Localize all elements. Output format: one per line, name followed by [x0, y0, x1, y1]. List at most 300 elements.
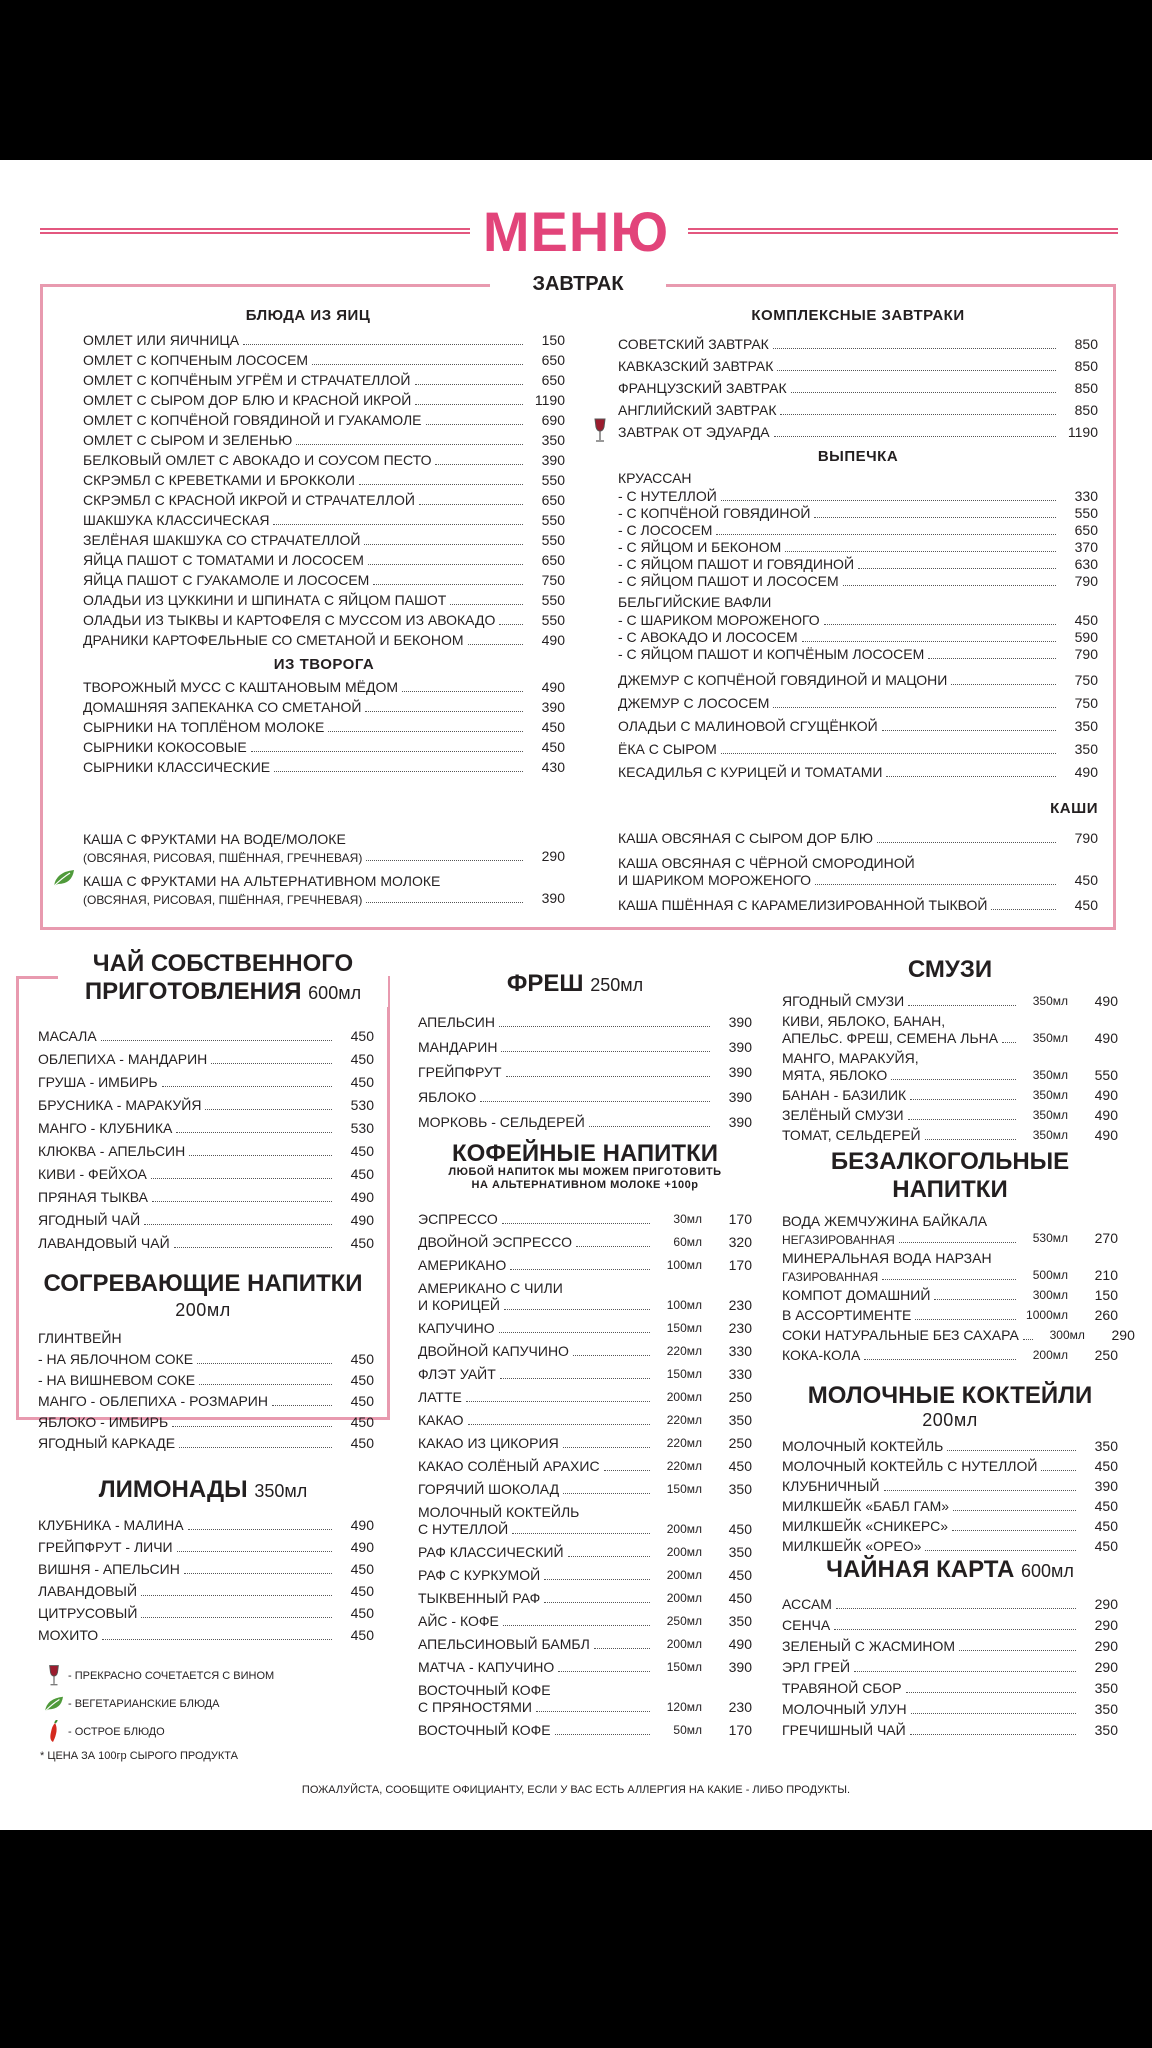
dot-leader	[877, 842, 1056, 843]
item-price: 490	[541, 632, 565, 648]
dot-leader	[174, 1247, 332, 1248]
item-name: МОЛОЧНЫЙ КОКТЕЙЛЬ	[782, 1438, 944, 1454]
dot-leader	[499, 1332, 650, 1333]
menu-item	[782, 1107, 1118, 1124]
item-price: 1190	[1067, 424, 1098, 440]
item-price: 170	[728, 1211, 752, 1227]
item-name: СКРЭМБЛ С КРАСНОЙ ИКРОЙ И СТРАЧАТЕЛЛОЙ	[83, 492, 415, 508]
croissant-label: КРУАССАН	[618, 470, 692, 486]
menu-item	[38, 1097, 374, 1114]
menu-item	[83, 412, 565, 429]
menu-item	[618, 522, 1098, 539]
item-price: 350	[1074, 741, 1098, 757]
coffee-list	[418, 1205, 752, 1739]
item-price: 290	[1094, 1617, 1118, 1633]
menu-item	[38, 1393, 374, 1410]
menu-item	[83, 452, 565, 469]
item-price: 390	[728, 1114, 752, 1130]
item-price: 150	[1094, 1287, 1118, 1303]
dot-leader	[925, 1139, 1016, 1140]
menu-item	[83, 472, 565, 489]
menu-item	[782, 1347, 1118, 1364]
item-name: ЯГОДНЫЙ КАРКАДЕ	[38, 1435, 176, 1451]
waffle-list	[618, 612, 1098, 663]
dot-leader	[882, 1279, 1016, 1280]
menu-item	[38, 1372, 374, 1389]
item-name: ВОДА ЖЕМЧУЖИНА БАЙКАЛА	[782, 1213, 988, 1229]
item-price: 550	[541, 612, 565, 628]
milkshakes-volume: 200мл	[922, 1410, 978, 1430]
item-volume: 220мл	[666, 1436, 702, 1450]
item-name: ВИШНЯ - АПЕЛЬСИН	[38, 1561, 180, 1577]
dot-leader	[834, 1629, 1076, 1630]
item-volume: 60мл	[673, 1235, 702, 1249]
item-volume: 220мл	[666, 1413, 702, 1427]
dot-leader	[251, 751, 523, 752]
item-name: РАФ С КУРКУМОЙ	[418, 1567, 541, 1583]
item-name: СЕНЧА	[782, 1617, 831, 1633]
item-price: 350	[728, 1544, 752, 1560]
item-name: ФРАНЦУЗСКИЙ ЗАВТРАК	[618, 380, 787, 396]
item-price: 850	[1074, 402, 1098, 418]
item-volume: 150мл	[666, 1660, 702, 1674]
menu-item	[418, 1636, 752, 1653]
item-name: ЛАТТЕ	[418, 1389, 462, 1405]
item-price: 290	[1094, 1638, 1118, 1654]
warming-heading: СОГРЕВАЮЩИЕ НАПИТКИ	[43, 1270, 363, 1297]
menu-item	[782, 1680, 1118, 1697]
item-price: 750	[541, 572, 565, 588]
item-name: КИВИ - ФЕЙХОА	[38, 1166, 147, 1182]
dot-leader	[466, 1401, 650, 1402]
menu-item	[782, 1127, 1118, 1144]
croissant-list	[618, 488, 1098, 590]
item-volume: 250мл	[666, 1614, 702, 1628]
dot-leader	[568, 1556, 650, 1557]
dot-leader	[199, 1384, 332, 1385]
dot-leader	[951, 684, 1056, 685]
menu-item	[418, 1089, 752, 1106]
item-price: 450	[350, 1435, 374, 1451]
menu-item	[618, 380, 1098, 397]
dot-leader	[510, 1269, 650, 1270]
menu-item	[418, 1064, 752, 1081]
menu-item	[618, 855, 1098, 889]
menu-item	[38, 1028, 374, 1045]
tea-card-heading: ЧАЙНАЯ КАРТА 600мл	[826, 1556, 1074, 1583]
eggs-list	[83, 329, 565, 649]
dot-leader	[785, 551, 1056, 552]
dot-leader	[366, 860, 523, 861]
dot-leader	[774, 436, 1056, 437]
menu-item	[782, 1307, 1118, 1324]
item-name: ЭСПРЕССО	[418, 1211, 498, 1227]
item-name: КАВКАЗСКИЙ ЗАВТРАК	[618, 358, 774, 374]
item-name: МИЛКШЕЙК «БАБЛ ГАМ»	[782, 1498, 950, 1514]
dot-leader	[952, 1530, 1076, 1531]
legend-veg: - ВЕГЕТАРИАНСКИЕ БЛЮДА	[40, 1690, 370, 1718]
item-volume: 350мл	[1032, 1088, 1068, 1102]
dot-leader	[162, 1086, 332, 1087]
menu-item	[83, 831, 565, 865]
menu-item	[83, 759, 565, 776]
item-name: МАНГО - ОБЛЕПИХА - РОЗМАРИН	[38, 1393, 268, 1409]
menu-item	[418, 1412, 752, 1429]
dot-leader	[312, 364, 523, 365]
wine-glass-icon	[592, 418, 608, 444]
item-name: - С ШАРИКОМ МОРОЖЕНОГО	[618, 612, 820, 628]
menu-item	[38, 1189, 374, 1206]
item-volume: 200мл	[666, 1390, 702, 1404]
item-name: МИЛКШЕЙК «СНИКЕРС»	[782, 1518, 948, 1534]
menu-item	[418, 1280, 752, 1314]
item-name: ВОСТОЧНЫЙ КОФЕ	[418, 1682, 551, 1698]
menu-item	[782, 1013, 1118, 1047]
item-name: СЫРНИКИ КОКОСОВЫЕ	[83, 739, 247, 755]
dot-leader	[908, 1119, 1016, 1120]
dot-leader	[184, 1573, 332, 1574]
item-name-line-2: АПЕЛЬС. ФРЕШ, СЕМЕНА ЛЬНА	[782, 1030, 999, 1046]
soft-drinks-heading: БЕЗАЛКОГОЛЬНЫЕ НАПИТКИ	[830, 1148, 1070, 1203]
dot-leader	[504, 1309, 650, 1310]
menu-item	[618, 336, 1098, 353]
item-name: КОКА-КОЛА	[782, 1347, 861, 1363]
dot-leader	[480, 1101, 710, 1102]
item-row	[782, 1030, 1118, 1047]
menu-item	[83, 352, 565, 369]
item-subtitle: (ОВСЯНАЯ, РИСОВАЯ, ПШЁННАЯ, ГРЕЧНЕВАЯ)	[83, 851, 363, 865]
item-name: ТРАВЯНОЙ СБОР	[782, 1680, 902, 1696]
item-name: ЗЕЛЁНАЯ ШАКШУКА СО СТРАЧАТЕЛЛОЙ	[83, 532, 361, 548]
item-price: 450	[350, 1074, 374, 1090]
item-name: ОБЛЕПИХА - МАНДАРИН	[38, 1051, 208, 1067]
dot-leader	[1023, 1339, 1033, 1340]
item-name: ЗЕЛЁНЫЙ СМУЗИ	[782, 1107, 904, 1123]
item-name: ГРУША - ИМБИРЬ	[38, 1074, 158, 1090]
leaf-icon	[40, 1695, 68, 1713]
menu-item	[782, 1659, 1118, 1676]
item-price: 550	[541, 532, 565, 548]
item-price: 850	[1074, 380, 1098, 396]
dot-leader	[402, 691, 523, 692]
item-price: 630	[1074, 556, 1098, 572]
dot-leader	[910, 1099, 1016, 1100]
dot-leader	[1002, 1042, 1016, 1043]
menu-item	[418, 1458, 752, 1475]
item-price: 590	[1074, 629, 1098, 645]
item-price: 170	[728, 1722, 752, 1738]
item-price: 490	[1094, 1107, 1118, 1123]
dot-leader	[426, 424, 523, 425]
lemonades-heading: ЛИМОНАДЫ 350мл	[98, 1476, 308, 1503]
dot-leader	[802, 641, 1056, 642]
dot-leader	[500, 1378, 650, 1379]
menu-item	[418, 1234, 752, 1251]
item-price: 650	[541, 552, 565, 568]
item-price: 550	[1094, 1067, 1118, 1083]
dot-leader	[934, 1299, 1016, 1300]
item-volume: 200мл	[666, 1522, 702, 1536]
breakfast-heading: ЗАВТРАК	[490, 270, 666, 298]
menu-item	[418, 1659, 752, 1676]
item-name: МАНДАРИН	[418, 1039, 498, 1055]
menu-item	[38, 1212, 374, 1229]
item-name: КАКАО	[418, 1412, 464, 1428]
item-volume: 200мл	[1032, 1348, 1068, 1362]
item-row	[418, 1699, 752, 1716]
item-name: ДВОЙНОЙ ЭСПРЕССО	[418, 1234, 572, 1250]
item-name: БРУСНИКА - МАРАКУЙЯ	[38, 1097, 202, 1113]
dot-leader	[836, 1608, 1076, 1609]
menu-item	[418, 1211, 752, 1228]
item-price: 230	[728, 1699, 752, 1715]
dot-leader	[501, 1051, 710, 1052]
dot-leader	[911, 1713, 1076, 1714]
dot-leader	[899, 1242, 1016, 1243]
item-price: 370	[1074, 539, 1098, 555]
item-price: 250	[728, 1435, 752, 1451]
item-name: КАПУЧИНО	[418, 1320, 495, 1336]
porridge-heading: КАШИ	[1050, 800, 1098, 817]
dot-leader	[563, 1493, 650, 1494]
menu-page	[0, 160, 1152, 1830]
item-name: ЯЙЦА ПАШОТ С ГУАКАМОЛЕ И ЛОСОСЕМ	[83, 572, 370, 588]
dot-leader	[721, 753, 1056, 754]
item-row	[83, 890, 565, 907]
menu-item	[618, 897, 1098, 914]
item-name: ЁКА С СЫРОМ	[618, 741, 717, 757]
menu-item	[782, 1050, 1118, 1084]
item-name: АЙС - КОФЕ	[418, 1613, 499, 1629]
item-price: 450	[728, 1590, 752, 1606]
item-price: 450	[350, 1235, 374, 1251]
porridge-right-list	[618, 822, 1098, 914]
tea-card-list	[782, 1592, 1118, 1739]
item-price: 490	[728, 1636, 752, 1652]
allergy-note: ПОЖАЛУЙСТА, СООБЩИТЕ ОФИЦИАНТУ, ЕСЛИ У ВАС ЕСТЬ АЛЛЕРГИЯ НА КАКИЕ - ЛИБО ПРОДУКТЫ.	[301, 1784, 851, 1796]
item-price: 690	[541, 412, 565, 428]
item-name: ЛАВАНДОВЫЙ ЧАЙ	[38, 1235, 170, 1251]
item-price: 490	[1094, 993, 1118, 1009]
dot-leader	[544, 1602, 650, 1603]
menu-item	[418, 1366, 752, 1383]
item-price: 650	[541, 372, 565, 388]
menu-item	[38, 1517, 374, 1534]
item-name: СКРЭМБЛ С КРЕВЕТКАМИ И БРОККОЛИ	[83, 472, 355, 488]
item-row	[83, 848, 565, 865]
item-price: 450	[350, 1414, 374, 1430]
dot-leader	[814, 517, 1056, 518]
item-name: ОМЛЕТ С СЫРОМ И ЗЕЛЕНЬЮ	[83, 432, 293, 448]
item-name: ЯБЛОКО	[418, 1089, 477, 1105]
item-price: 250	[728, 1389, 752, 1405]
item-price: 450	[350, 1605, 374, 1621]
item-name: ФЛЭТ УАЙТ	[418, 1366, 496, 1382]
item-volume: 500мл	[1032, 1268, 1068, 1282]
waffles-label: БЕЛЬГИЙСКИЕ ВАФЛИ	[618, 594, 772, 610]
item-price: 450	[1074, 612, 1098, 628]
dot-leader	[205, 1109, 332, 1110]
dot-leader	[179, 1447, 332, 1448]
item-name: КАКАО СОЛЁНЫЙ АРАХИС	[418, 1458, 600, 1474]
item-name: МИЛКШЕЙК «ОРЕО»	[782, 1538, 922, 1554]
item-name: РАФ КЛАССИЧЕСКИЙ	[418, 1544, 564, 1560]
dot-leader	[991, 909, 1056, 910]
item-name: МАНГО, МАРАКУЙЯ,	[782, 1050, 919, 1066]
item-volume: 200мл	[666, 1637, 702, 1651]
dot-leader	[506, 1076, 710, 1077]
item-name: ОЛАДЬИ ИЗ ЦУККИНИ И ШПИНАТА С ЯЙЦОМ ПАШОТ	[83, 592, 447, 608]
dot-leader	[177, 1551, 332, 1552]
dot-leader	[915, 1319, 1016, 1320]
dot-leader	[886, 776, 1056, 777]
item-name: АПЕЛЬСИНОВЫЙ БАМБЛ	[418, 1636, 590, 1652]
item-name: СОКИ НАТУРАЛЬНЫЕ БЕЗ САХАРА	[782, 1327, 1019, 1343]
dot-leader	[843, 585, 1056, 586]
dot-leader	[144, 1224, 332, 1225]
bakery-heading: ВЫПЕЧКА	[817, 448, 899, 465]
legend-spicy: - ОСТРОЕ БЛЮДО	[40, 1718, 370, 1746]
dot-leader	[589, 1126, 710, 1127]
item-name: ДВОЙНОЙ КАПУЧИНО	[418, 1343, 569, 1359]
item-volume: 350мл	[1032, 1068, 1068, 1082]
item-price: 490	[350, 1189, 374, 1205]
item-price: 450	[350, 1372, 374, 1388]
milkshake-list	[782, 1435, 1118, 1555]
item-price: 390	[728, 1064, 752, 1080]
dot-leader	[274, 771, 523, 772]
dot-leader	[365, 711, 523, 712]
item-price: 390	[541, 452, 565, 468]
item-price: 390	[541, 699, 565, 715]
item-price: 390	[1094, 1478, 1118, 1494]
dot-leader	[468, 1424, 650, 1425]
dot-leader	[716, 534, 1056, 535]
menu-item	[38, 1561, 374, 1578]
item-name: МАНГО - КЛУБНИКА	[38, 1120, 173, 1136]
dot-leader	[273, 524, 523, 525]
dot-leader	[882, 730, 1056, 731]
item-name: МОРКОВЬ - СЕЛЬДЕРЕЙ	[418, 1114, 585, 1130]
item-price: 790	[1074, 646, 1098, 662]
menu-item	[782, 993, 1118, 1010]
porridge-left-list	[83, 823, 565, 907]
item-name: ГОРЯЧИЙ ШОКОЛАД	[418, 1481, 560, 1497]
dot-leader	[141, 1617, 332, 1618]
item-name: АНГЛИЙСКИЙ ЗАВТРАК	[618, 402, 777, 418]
menu-item	[38, 1351, 374, 1368]
item-name: - С ЯЙЦОМ ПАШОТ И КОПЧЁНЫМ ЛОСОСЕМ	[618, 646, 925, 662]
item-row	[782, 1230, 1118, 1247]
item-price: 550	[1074, 505, 1098, 521]
item-row	[418, 1297, 752, 1314]
menu-item	[38, 1539, 374, 1556]
item-volume: 1000мл	[1026, 1308, 1068, 1322]
menu-item	[782, 1518, 1118, 1535]
dot-leader	[573, 1355, 650, 1356]
legend	[40, 1662, 370, 1762]
dot-leader	[415, 384, 524, 385]
item-name: КЛЮКВА - АПЕЛЬСИН	[38, 1143, 186, 1159]
item-price: 550	[541, 472, 565, 488]
item-name: АМЕРИКАНО С ЧИЛИ	[418, 1280, 563, 1296]
dot-leader	[499, 624, 523, 625]
item-price: 250	[1094, 1347, 1118, 1363]
item-subtitle: ГАЗИРОВАННАЯ	[782, 1270, 879, 1284]
coffee-heading: КОФЕЙНЫЕ НАПИТКИ	[452, 1140, 718, 1167]
dot-leader	[101, 1040, 332, 1041]
item-price: 390	[728, 1039, 752, 1055]
item-name: КИВИ, ЯБЛОКО, БАНАН,	[782, 1013, 946, 1029]
item-price: 150	[541, 332, 565, 348]
item-name: СЫРНИКИ КЛАССИЧЕСКИЕ	[83, 759, 271, 775]
item-price: 390	[541, 890, 565, 906]
item-price: 530	[350, 1120, 374, 1136]
menu-item	[618, 764, 1098, 781]
item-name: ВОСТОЧНЫЙ КОФЕ	[418, 1722, 551, 1738]
item-subtitle: НЕГАЗИРОВАННАЯ	[782, 1233, 895, 1247]
item-name: ОМЛЕТ ИЛИ ЯИЧНИЦА	[83, 332, 240, 348]
item-name: АССАМ	[782, 1596, 832, 1612]
item-row	[618, 872, 1098, 889]
item-row	[782, 1067, 1118, 1084]
dot-leader	[373, 584, 523, 585]
menu-item	[83, 372, 565, 389]
item-price: 490	[541, 679, 565, 695]
menu-item	[38, 1143, 374, 1160]
item-name-line-2: МЯТА, ЯБЛОКО	[782, 1067, 888, 1083]
item-row	[418, 1521, 752, 1538]
dot-leader	[884, 1490, 1077, 1491]
item-price: 450	[1074, 897, 1098, 913]
item-price: 450	[541, 719, 565, 735]
item-name: КАША ОВСЯНАЯ С ЧЁРНОЙ СМОРОДИНОЙ	[618, 855, 915, 871]
item-price: 260	[1094, 1307, 1118, 1323]
dot-leader	[152, 1201, 332, 1202]
dot-leader	[891, 1079, 1016, 1080]
item-price: 330	[728, 1366, 752, 1382]
menu-item	[38, 1414, 374, 1431]
item-price: 390	[728, 1659, 752, 1675]
item-name: ЯБЛОКО - ИМБИРЬ	[38, 1414, 169, 1430]
item-price: 450	[1094, 1518, 1118, 1534]
item-price: 550	[541, 512, 565, 528]
item-name: АМЕРИКАНО	[418, 1257, 507, 1273]
item-price: 350	[1094, 1438, 1118, 1454]
eggs-heading: БЛЮДА ИЗ ЯИЦ	[245, 307, 371, 324]
item-name: КЕСАДИЛЬЯ С КУРИЦЕЙ И ТОМАТАМИ	[618, 764, 883, 780]
menu-item	[83, 552, 565, 569]
item-price: 450	[728, 1521, 752, 1537]
dot-leader	[563, 1447, 650, 1448]
leaf-icon	[52, 868, 76, 888]
menu-item	[38, 1605, 374, 1622]
dot-leader	[468, 644, 523, 645]
dot-leader	[824, 624, 1056, 625]
item-name: ЯЙЦА ПАШОТ С ТОМАТАМИ И ЛОСОСЕМ	[83, 552, 364, 568]
item-price: 350	[541, 432, 565, 448]
menu-item	[418, 1613, 752, 1630]
item-price: 490	[1074, 764, 1098, 780]
item-price: 490	[350, 1517, 374, 1533]
item-price: 390	[728, 1014, 752, 1030]
dot-leader	[773, 348, 1056, 349]
menu-item	[782, 1722, 1118, 1739]
complex-breakfast-heading: КОМПЛЕКСНЫЕ ЗАВТРАКИ	[751, 307, 965, 324]
item-price: 170	[728, 1257, 752, 1273]
item-price: 350	[728, 1412, 752, 1428]
legend-wine: - ПРЕКРАСНО СОЧЕТАЕТСЯ С ВИНОМ	[40, 1662, 370, 1690]
